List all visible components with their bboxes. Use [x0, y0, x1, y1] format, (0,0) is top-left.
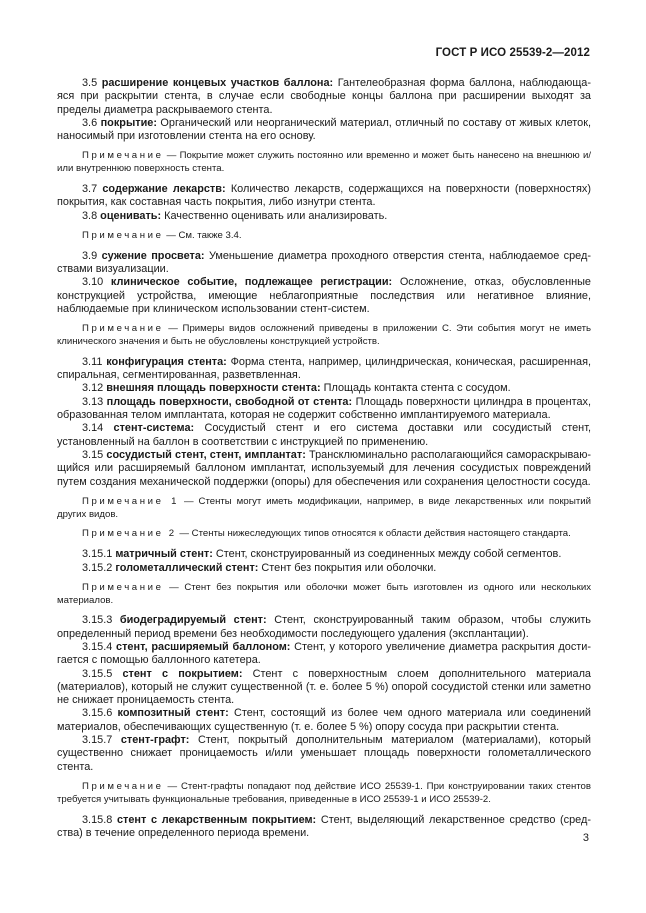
- entry-term: стент, расширяемый баллоном:: [116, 640, 291, 653]
- note-text: — Стент-графты попадают под действие ИСО 25539-1. При конструировании таких стентов требуется учитывать функциональные требования, приведенные в ИСО 25539-1 и ИСО 25539-2.: [57, 780, 591, 805]
- entry-number: 3.15.4: [82, 640, 113, 653]
- entry-term: композитный стент:: [117, 707, 229, 720]
- note-label: Примечание: [82, 150, 164, 162]
- entry-text: Стент, сконструированный из соединенных между собой сегментов.: [212, 548, 562, 561]
- note-label: Примечание: [82, 323, 164, 335]
- entry-term: внешняя площадь поверхности стента:: [106, 382, 321, 395]
- page-number: 3: [582, 832, 589, 844]
- entry-term: конфигурация стента:: [106, 355, 227, 368]
- entry-text: Площадь поверхности цилиндра в процентах, образованная телом имплантата, которая не содержит собственно имплантируемого материала.: [57, 395, 592, 422]
- entry-term: стент-система:: [113, 422, 195, 435]
- note-label: Примечание: [82, 780, 164, 792]
- entry-3-15-4: [57, 641, 591, 668]
- entry-3-10: [57, 276, 591, 316]
- entry-text: Гантелеобразная форма баллона, наблюдающаяся при раскрытии стента, в случае если свободные концы баллона при расширении выходят за пределы диаметра раскрываемого стента.: [57, 77, 591, 116]
- entry-term: содержание лекарств:: [102, 183, 226, 196]
- note-label: Примечание: [82, 229, 164, 241]
- entry-text: Стент, выделяющий лекарственное средство (средства) в течение определенного периода времени.: [57, 813, 591, 839]
- entry-3-15-7: [57, 734, 591, 774]
- entry-term: расширение концевых участков баллона:: [101, 77, 334, 89]
- note: [57, 496, 591, 522]
- note: [57, 323, 591, 349]
- entry-number: 3.10: [82, 276, 104, 289]
- entry-text: Форма стента, например, цилиндрическая, коническая, расширенная, спиральная, сегментированная, разветвленная.: [57, 355, 592, 382]
- entry-number: 3.7: [82, 183, 98, 196]
- note-text: — Покрытие может служить постоянно или временно и может быть нанесено на внешнюю и/или внутреннюю поверхность стента.: [57, 150, 591, 175]
- entry-text: Стент, у которого увеличение диаметра раскрытия достигается с помощью баллонного катетера.: [57, 640, 591, 667]
- entry-3-15-8: [57, 814, 591, 841]
- document-body: [57, 77, 591, 840]
- entry-number: 3.15.8: [82, 813, 113, 826]
- note-label: Примечание 2: [82, 528, 177, 540]
- entry-number: 3.15.5: [82, 667, 113, 680]
- note: [57, 150, 591, 176]
- note-text: — См. также 3.4.: [163, 229, 242, 241]
- note-label: Примечание: [82, 581, 164, 593]
- entry-text: Площадь контакта стента с сосудом.: [320, 382, 511, 395]
- entry-number: 3.5: [82, 77, 98, 89]
- entry-term: покрытие:: [100, 116, 157, 129]
- document-header: ГОСТ Р ИСО 25539-2—2012: [435, 47, 590, 59]
- entry-number: 3.15: [82, 448, 104, 461]
- entry-term: площадь поверхности, свободной от стента:: [106, 395, 353, 408]
- entry-term: клиническое событие, подлежащее регистрации:: [110, 276, 393, 289]
- note-text: — Стент без покрытия или оболочки может быть изготовлен из одного или нескольких материалов.: [57, 581, 591, 606]
- entry-number: 3.15.2: [82, 561, 113, 574]
- entry-term: стент с лекарственным покрытием:: [116, 813, 317, 826]
- entry-number: 3.15.3: [82, 614, 113, 627]
- entry-text: Трансклюминально располагающийся самораскрывающийся или расширяемый баллоном имплантат, используемый для лечения сосудистых повреждений путем создания механической поддержки (опоры) для обеспечения или сохранения целостности сосуда.: [57, 448, 591, 488]
- entry-text: Количество лекарств, содержащихся на поверхности (поверхностях) покрытия, как составная часть покрытия, либо изнутри стента.: [57, 183, 591, 209]
- entry-text: Органический или неорганический материал, отличный по составу от живых клеток, наносимый при изготовлении стента на его основу.: [57, 116, 591, 143]
- entry-number: 3.9: [82, 249, 98, 262]
- note-label: Примечание 1: [82, 495, 180, 507]
- entry-3-15-6: [57, 707, 591, 734]
- entry-3-14: [57, 422, 591, 449]
- note-text: — Стенты могут иметь модификации, например, в виде лекарственных или покрытий других видов.: [57, 495, 592, 520]
- note-text: — Примеры видов осложнений приведены в приложении С. Эти события могут не иметь клинического значения и быть не обусловлены конструкцией устройств.: [57, 323, 591, 348]
- entry-term: стент с покрытием:: [122, 667, 243, 680]
- entry-text: Стент, состоящий из более чем одного материала или соединений материалов, обеспечивающих существенную (т. е. более 5 %) опору сосуда при раскрытии стента.: [57, 707, 591, 733]
- note: [57, 528, 591, 541]
- entry-term: сосудистый стент, стент, имплантат:: [106, 448, 306, 461]
- entry-number: 3.12: [82, 382, 104, 395]
- entry-term: стент-графт:: [120, 734, 190, 747]
- entry-text: Стент с поверхностным слоем дополнительного материала (материалов), который не служит существенной (т. е. более 5 %) опорой сосудистой стенки или заметно не снижает проницаемость стента.: [57, 667, 591, 707]
- entry-term: сужение просвета:: [101, 249, 205, 262]
- entry-3-15: [57, 449, 591, 489]
- entry-text: Стент, покрытый дополнительным материалом (материалами), который существенно снижает проницаемость и/или уменьшает площадь поверхности голометаллического стента.: [57, 734, 591, 773]
- entry-3-9: [57, 250, 591, 277]
- entry-term: голометаллический стент:: [115, 561, 259, 574]
- entry-3-15-3: [57, 614, 591, 641]
- entry-3-13: [57, 396, 591, 423]
- entry-term: матричный стент:: [115, 548, 213, 561]
- entry-3-5: [57, 77, 591, 117]
- entry-number: 3.13: [82, 395, 104, 408]
- entry-3-7: [57, 183, 591, 210]
- entry-text: Сосудистый стент и его система доставки или сосудистый стент, установленный на баллон в соответствии с инструкцией по применению.: [57, 422, 591, 448]
- note: [57, 582, 591, 608]
- entry-number: 3.15.6: [82, 707, 113, 720]
- entry-text: Стент без покрытия или оболочки.: [258, 561, 437, 574]
- note-text: — Стенты нижеследующих типов относятся к области действия настоящего стандарта.: [176, 528, 571, 540]
- entry-3-15-1: [57, 548, 591, 561]
- entry-term: оценивать:: [100, 209, 162, 222]
- entry-text: Уменьшение диаметра проходного отверстия стента, наблюдаемое средствами визуализации.: [57, 249, 591, 276]
- entry-3-15-2: [57, 562, 591, 575]
- entry-3-8: [57, 210, 591, 223]
- entry-number: 3.6: [82, 116, 98, 129]
- entry-text: Осложнение, отказ, обусловленные конструкцией устройства, имеющие неблагоприятные последствия или негативное влияние, наблюдаемые при клиническом использовании стент-систем.: [57, 276, 591, 315]
- entry-text: Стент, сконструированный таким образом, чтобы служить определенный период времени без необходимости последующего удаления (эксплантации).: [57, 614, 591, 640]
- entry-term: биодеградируемый стент:: [119, 614, 267, 627]
- entry-3-15-5: [57, 668, 591, 708]
- entry-text: Качественно оценивать или анализировать.: [161, 209, 388, 222]
- entry-number: 3.15.1: [82, 548, 113, 561]
- entry-3-6: [57, 117, 591, 144]
- entry-3-11: [57, 356, 591, 383]
- entry-3-12: [57, 382, 591, 395]
- note: [57, 781, 591, 807]
- entry-number: 3.15.7: [82, 734, 113, 747]
- entry-number: 3.8: [82, 209, 98, 222]
- entry-number: 3.11: [82, 355, 103, 368]
- entry-number: 3.14: [82, 422, 104, 435]
- note: [57, 230, 591, 243]
